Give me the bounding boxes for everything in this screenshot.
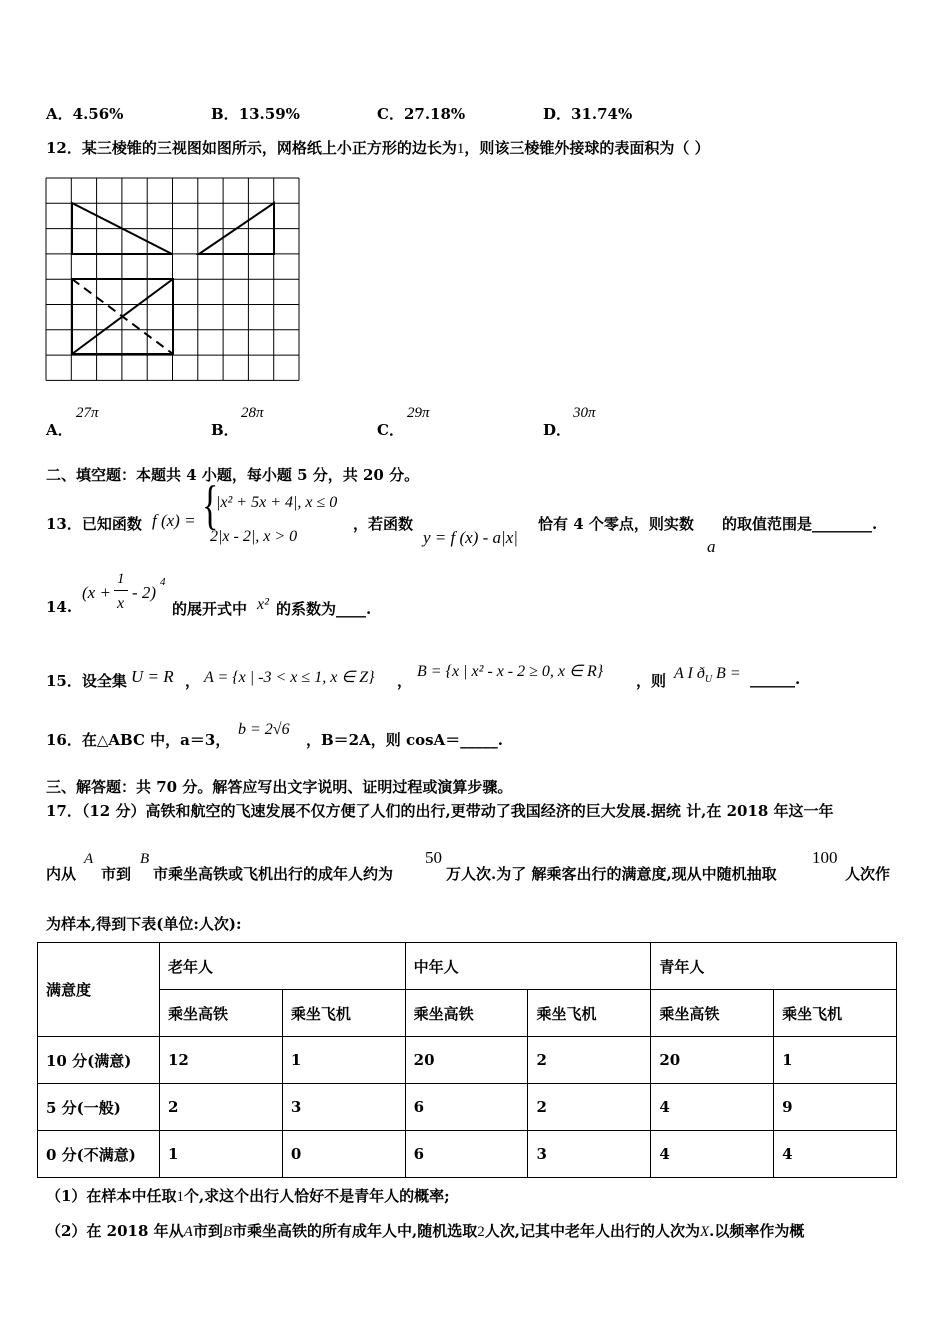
q14-expr-left: (x +	[82, 583, 111, 602]
subheader-cell: 乘坐高铁	[405, 990, 528, 1037]
table-cell: 9	[774, 1084, 897, 1131]
q16-tail: ，B＝2A，则 cosA＝_____.	[306, 731, 503, 749]
subheader-cell: 乘坐飞机	[528, 990, 651, 1037]
q13-piece-1: |x² + 5x + 4|, x ≤ 0	[216, 494, 338, 511]
q14-text-a: 的展开式中	[172, 600, 248, 618]
q17-line-2c: 市乘坐高铁或飞机出行的成年人约为	[153, 865, 394, 883]
table-cell: 1	[774, 1037, 897, 1084]
q17-sub-question-1: （1）在样本中任取1个,求这个出行人恰好不是青年人的概率;	[46, 1187, 450, 1205]
table-cell: 4	[651, 1084, 774, 1131]
q15-sep-2: ，	[397, 672, 413, 690]
table-cell: 2	[528, 1037, 651, 1084]
subheader-cell: 乘坐高铁	[160, 990, 283, 1037]
q17-line-2e: 人次作	[845, 865, 891, 883]
q13-end: 的取值范围是________.	[722, 515, 878, 533]
group-header-middle-aged: 中年人	[405, 943, 651, 990]
q15-sep-1: ，	[185, 672, 201, 690]
table-cell: 3	[528, 1131, 651, 1178]
q12-stem: 12．某三棱锥的三视图如图所示，网格纸上小正方形的边长为1，则该三棱锥外接球的表面积为（ ）	[46, 139, 710, 157]
row-label: 5 分(一般)	[38, 1084, 160, 1131]
table-cell: 4	[651, 1131, 774, 1178]
table-cell: 6	[405, 1131, 528, 1178]
group-header-elderly: 老年人	[160, 943, 406, 990]
q17-line-2a: 内从	[46, 865, 77, 883]
q14-expr-right: - 2)	[132, 583, 157, 602]
q16-lead: 16．在△ABC 中，a＝3，	[46, 731, 231, 749]
section-3-heading: 三、解答题：共 70 分。解答应写出文字说明、证明过程或演算步骤。	[46, 778, 513, 796]
q14-frac-den: x	[117, 595, 125, 612]
group-header-young: 青年人	[651, 943, 897, 990]
table-cell: 0	[282, 1131, 405, 1178]
q17-sub-question-2: （2）在 2018 年从A市到B市乘坐高铁的所有成年人中,随机选取2人次,记其中老年人出行的人次为X.以频率作为概	[46, 1222, 805, 1240]
table-cell: 20	[405, 1037, 528, 1084]
q14-text-b: 的系数为____.	[276, 600, 372, 618]
table-cell: 1	[282, 1037, 405, 1084]
q14-number: 14.	[46, 598, 73, 616]
q15-expr: A I $ð_U$ B =	[674, 665, 741, 686]
q13-fx: f (x) =	[152, 511, 196, 530]
q17-number-100: 100	[812, 848, 838, 867]
table-cell: 4	[774, 1131, 897, 1178]
subheader-cell: 乘坐飞机	[282, 990, 405, 1037]
q14-frac-num: 1	[117, 571, 125, 587]
q13-var-a: a	[707, 537, 716, 556]
q14-frac-bar	[114, 590, 128, 591]
table-cell: 2	[528, 1084, 651, 1131]
q15-set-b: B = {x | x² - x - 2 ≥ 0, x ∈ R}	[417, 663, 604, 680]
q17-number-50: 50	[425, 848, 442, 867]
q15-set-a: A = {x | -3 < x ≤ 1, x ∈ Z}	[204, 669, 375, 686]
q11-option-b: B．13.59%	[211, 105, 300, 123]
table-cell: 6	[405, 1084, 528, 1131]
q17-city-a: A	[84, 851, 94, 867]
q15-universal-set: U = R	[131, 667, 174, 686]
q17-line-1: 17．（12 分）高铁和航空的飞速发展不仅方便了人们的出行,更带动了我国经济的巨大发展.据统 计,在 2018 年这一年	[46, 802, 834, 820]
q11-option-c: C．27.18%	[377, 105, 466, 123]
row-label: 0 分(不满意)	[38, 1131, 160, 1178]
q17-line-2d: 万人次.为了 解乘客出行的满意度,现从中随机抽取	[446, 865, 777, 883]
q15-mid: ，则	[636, 672, 667, 690]
table-row	[38, 1131, 897, 1178]
q11-option-a: A．4.56%	[46, 105, 124, 123]
section-2-heading: 二、填空题：本题共 4 小题，每小题 5 分，共 20 分。	[46, 466, 420, 484]
table-row	[38, 1037, 897, 1084]
q13-lead: 13．已知函数	[46, 515, 142, 533]
subheader-cell: 乘坐高铁	[651, 990, 774, 1037]
q14-x2: x²	[257, 596, 269, 613]
q13-y-function: y = f (x) - a|x|	[423, 528, 518, 547]
table-cell: 12	[160, 1037, 283, 1084]
three-view-diagram	[45, 177, 301, 382]
subheader-cell: 乘坐飞机	[774, 990, 897, 1037]
q17-city-b: B	[140, 851, 150, 867]
q17-line-3: 为样本,得到下表(单位:人次):	[46, 915, 242, 933]
table-row	[38, 1084, 897, 1131]
q13-mid: ，若函数	[353, 515, 414, 533]
row-label: 10 分(满意)	[38, 1037, 160, 1084]
q13-piece-2: 2|x - 2|, x > 0	[210, 528, 298, 545]
q15-lead: 15．设全集	[46, 672, 127, 690]
table-cell: 1	[160, 1131, 283, 1178]
q13-brace: {	[202, 476, 219, 536]
satisfaction-table	[37, 942, 897, 1178]
q14-power: 4	[160, 576, 166, 588]
q16-b-expr: b = 2√6	[238, 721, 290, 738]
q15-end: ______.	[750, 670, 801, 688]
table-cell: 3	[282, 1084, 405, 1131]
q17-line-2b: 市到	[101, 865, 132, 883]
table-corner-header: 满意度	[38, 943, 160, 1037]
table-cell: 20	[651, 1037, 774, 1084]
table-cell: 2	[160, 1084, 283, 1131]
q13-tail: 恰有 4 个零点，则实数	[538, 515, 694, 533]
q11-option-d: D．31.74%	[543, 105, 633, 123]
